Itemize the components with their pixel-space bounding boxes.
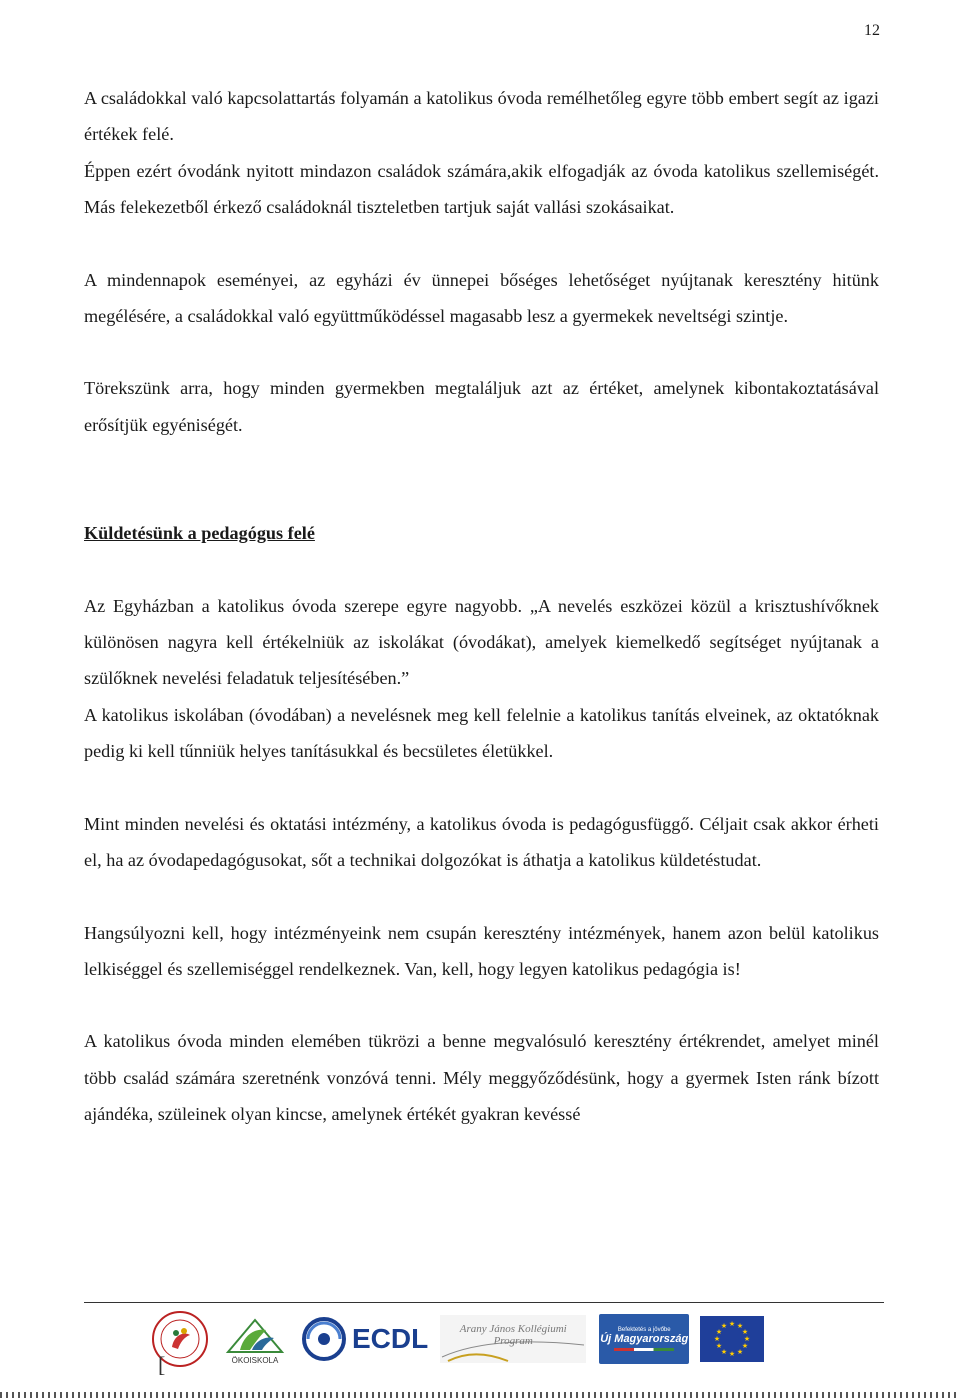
section-paragraph-3: Mint minden nevelési és oktatási intézmény, a katolikus óvoda is pedagógusfüggő. Céljait csak akkor érheti el, ha az óvodapedagógusokat, sőt a technikai dolgozókat is áthatja a katolikus küldetéstudat. <box>84 813 879 871</box>
svg-text:★: ★ <box>721 1348 728 1356</box>
section-heading: Küldetésünk a pedagógus felé <box>84 523 315 544</box>
svg-text:★: ★ <box>742 1328 749 1336</box>
eu-flag-logo <box>700 1310 764 1368</box>
svg-text:★: ★ <box>737 1322 744 1330</box>
okoiskola-logo: ÖKOISKOLA <box>220 1310 290 1368</box>
document-body <box>84 80 879 1133</box>
footer-divider <box>84 1302 884 1303</box>
svg-text:★: ★ <box>716 1328 723 1336</box>
svg-text:★: ★ <box>729 1350 736 1358</box>
bottom-border <box>0 1392 960 1398</box>
paragraph-4: Törekszünk arra, hogy minden gyermekben megtaláljuk azt az értéket, amelynek kibontakoztatásával erősítjük egyéniségét. <box>84 378 879 435</box>
svg-text:★: ★ <box>716 1342 723 1350</box>
footer-logos <box>150 1306 810 1372</box>
footer-bracket: [ <box>158 1352 166 1377</box>
arany-janos-program-logo: Arany János Kollégiumi Program <box>438 1310 588 1368</box>
paragraph-1: A családokkal való kapcsolattartás folyamán a katolikus óvoda remélhetőleg egyre több embert segít az igazi értékek felé. <box>84 88 879 145</box>
svg-text:★: ★ <box>721 1322 728 1330</box>
svg-text:★: ★ <box>714 1335 721 1343</box>
paragraph-3: A mindennapok eseményei, az egyházi év ünnepei bőséges lehetőséget nyújtanak keresztény hitünk megélésére, a családokkal való együttműködéssel magasabb lesz a gyermekek neveltségi szintje. <box>84 269 879 327</box>
page-number: 12 <box>864 22 880 39</box>
svg-text:★: ★ <box>737 1348 744 1356</box>
section-paragraph-1: Az Egyházban a katolikus óvoda szerepe egyre nagyobb. „A nevelés eszközei közül a krisztushívőknek különösen nagyra kell értékelniük az iskolákat (óvodákat), amelyek kiemelkedő segítséget nyújtanak a szülőknek nevelési feladatuk teljesítésében.” <box>84 595 879 689</box>
svg-text:★: ★ <box>729 1320 736 1328</box>
ecdl-logo: ECDL <box>300 1310 428 1368</box>
section-paragraph-4: Hangsúlyozni kell, hogy intézményeink nem csupán keresztény intézmények, hanem azon belül katolikus lelkiséggel és szellemiséggel rendelkeznek. Van, kell, hogy legyen katolikus pedagógia is! <box>84 922 879 979</box>
paragraph-2: Éppen ezért óvodánk nyitott mindazon családok számára,akik elfogadják az óvoda katolikus szellemiségét. Más felekezetből érkező családoknál tiszteletben tartjuk saját vallási szokásaikat. <box>84 160 879 218</box>
uj-magyarorszag-logo: Befektetés a jövőbe Új Magyarország <box>598 1310 690 1368</box>
svg-text:★: ★ <box>742 1342 749 1350</box>
section-paragraph-2: A katolikus iskolában (óvodában) a nevelésnek meg kell felelnie a katolikus tanítás elveinek, az oktatóknak pedig ki kell tűnniük helyes tanításukkal és becsületes életükkel. <box>84 704 879 762</box>
svg-text:★: ★ <box>744 1335 751 1343</box>
section-paragraph-5: A katolikus óvoda minden elemében tükrözi a benne megvalósuló keresztény értékrendet, amelyet minél több család számára szeretnénk vonzóvá tenni. Mély meggyőződésünk, hogy a gyermek Isten ránk bízott ajándéka, szüleinek olyan kincse, amelynek értékét gyakran kevéssé <box>84 1031 879 1125</box>
